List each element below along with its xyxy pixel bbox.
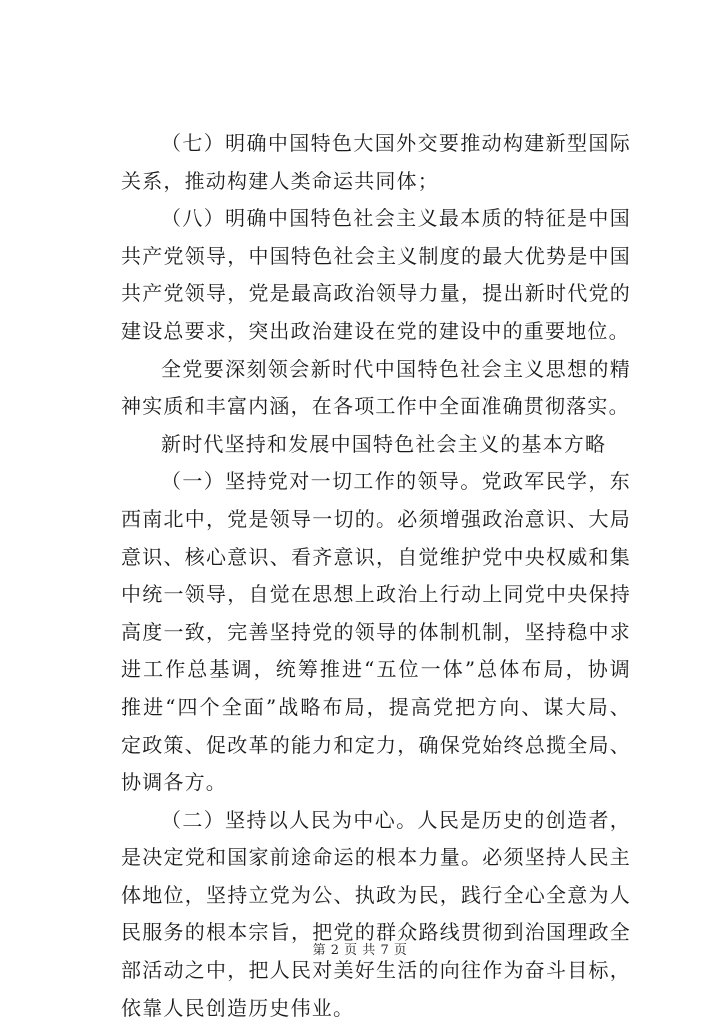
paragraph-item-7: （七）明确中国特色大国外交要推动构建新型国际关系，推动构建人类命运共同体； xyxy=(121,131,631,193)
paragraph-strategy-1: （一）坚持党对一切工作的领导。党政军民学，东西南北中，党是领导一切的。必须增强政治意识、大局意识、核心意识、看齐意识，自觉维护党中央权威和集中统一领导，自觉在思想上政治上行动上同党中央保持高度一致，完善坚持党的领导的体制机制，坚持稳中求进工作总基调，统筹推进“五位一体”总体布局，协调推进“四个全面”战略布局，提高党把方向、谋大局、定政策、促改革的能力和定力，确保党始终总揽全局、协调各方。 xyxy=(121,469,631,795)
document-body xyxy=(121,125,631,1027)
section-heading: 新时代坚持和发展中国特色社会主义的基本方略 xyxy=(161,431,607,456)
paragraph-strategy-2: （二）坚持以人民为中心。人民是历史的创造者，是决定党和国家前途命运的根本力量。必须坚持人民主体地位，坚持立党为公、执政为民，践行全心全意为人民服务的根本宗旨，把党的群众路线贯彻到治国理政全部活动之中，把人民对美好生活的向往作为奋斗目标，依靠人民创造历史伟业。 xyxy=(121,807,631,1020)
paragraph-summary: 全党要深刻领会新时代中国特色社会主义思想的精神实质和丰富内涵，在各项工作中全面准确贯彻落实。 xyxy=(121,356,631,419)
paragraph-item-8: （八）明确中国特色社会主义最本质的特征是中国共产党领导，中国特色社会主义制度的最大优势是中国共产党领导，党是最高政治领导力量，提出新时代党的建设总要求，突出政治建设在党的建设中的重要地位。 xyxy=(121,206,631,343)
page-footer: 第 2 页 共 7 页 xyxy=(312,943,408,958)
